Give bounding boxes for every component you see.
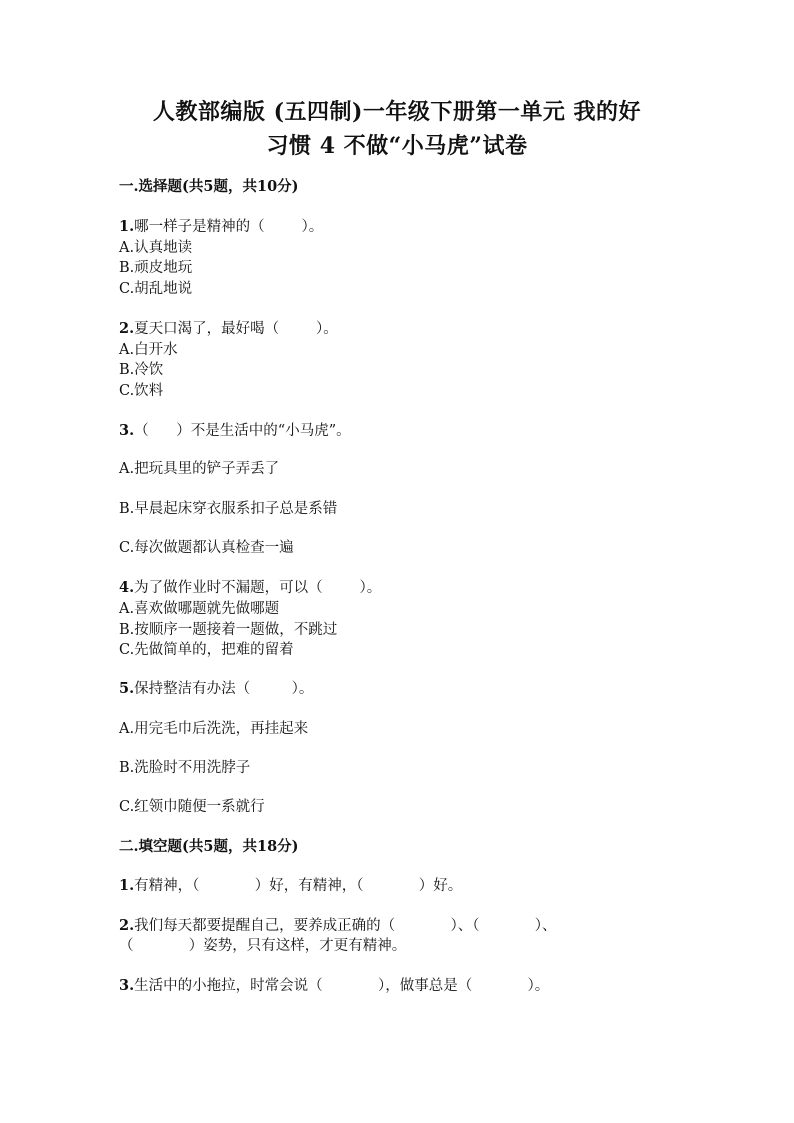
question-5-option-a: A.用完毛巾后洗洗，再挂起来 <box>119 721 309 737</box>
question-4-option-b: B.按顺序一题接着一题做，不跳过 <box>119 622 338 638</box>
question-number: 4. <box>119 579 135 596</box>
document-title-line-1: 人教部编版 (五四制)一年级下册第一单元 我的好 <box>152 99 642 125</box>
question-4-stem <box>119 578 381 598</box>
question-text: 哪一样子是精神的（ ）。 <box>134 219 324 235</box>
question-text: 夏天口渴了，最好喝（ ）。 <box>134 321 338 337</box>
question-number: 1. <box>119 877 135 894</box>
question-2-option-a: A.白开水 <box>119 342 178 358</box>
question-4-option-c: C.先做简单的，把难的留着 <box>119 642 294 658</box>
section-1-heading: 一.选择题(共5题，共10分) <box>119 178 299 195</box>
question-5-option-b: B.洗脸时不用洗脖子 <box>119 760 251 776</box>
question-2-option-c: C.饮料 <box>119 383 164 399</box>
question-number: 1. <box>119 218 135 235</box>
question-3-option-a: A.把玩具里的铲子弄丢了 <box>119 461 280 477</box>
question-4-option-a: A.喜欢做哪题就先做哪题 <box>119 601 280 617</box>
question-text: 生活中的小拖拉，时常会说（ ），做事总是（ ）。 <box>134 978 550 994</box>
question-5-stem <box>119 679 313 699</box>
question-text: 有精神，（ ）好，有精神，（ ）好。 <box>134 878 463 894</box>
question-text: 保持整洁有办法（ ）。 <box>134 681 314 697</box>
question-text: （ ）不是生活中的“小马虎”。 <box>134 423 351 439</box>
question-2-stem <box>119 319 338 339</box>
question-number: 3. <box>119 422 135 439</box>
document-title-line-2: 习惯 4 不做“小马虎”试卷 <box>266 133 528 159</box>
question-text: 我们每天都要提醒自己，要养成正确的（ ）、（ ）、 <box>134 918 557 934</box>
question-1-option-b: B.顽皮地玩 <box>119 260 193 276</box>
question-text: 为了做作业时不漏题，可以（ ）。 <box>134 580 382 596</box>
fill-question-1 <box>119 876 462 896</box>
question-2-option-b: B.冷饮 <box>119 362 164 378</box>
fill-question-3 <box>119 976 549 996</box>
question-number: 2. <box>119 917 135 934</box>
section-2-heading: 二.填空题(共5题，共18分) <box>119 838 299 855</box>
question-1-option-a: A.认真地读 <box>119 240 193 256</box>
fill-question-2-line-1 <box>119 916 557 936</box>
question-1-stem <box>119 217 323 237</box>
question-number: 3. <box>119 977 135 994</box>
question-1-option-c: C.胡乱地说 <box>119 281 193 297</box>
question-3-option-b: B.早晨起床穿衣服系扣子总是系错 <box>119 501 338 517</box>
question-number: 2. <box>119 320 135 337</box>
question-number: 5. <box>119 680 135 697</box>
question-3-stem <box>119 421 351 441</box>
fill-question-2-line-2: （ ）姿势，只有这样，才更有精神。 <box>119 938 407 954</box>
question-5-option-c: C.红领巾随便一系就行 <box>119 799 265 815</box>
question-3-option-c: C.每次做题都认真检查一遍 <box>119 540 294 556</box>
